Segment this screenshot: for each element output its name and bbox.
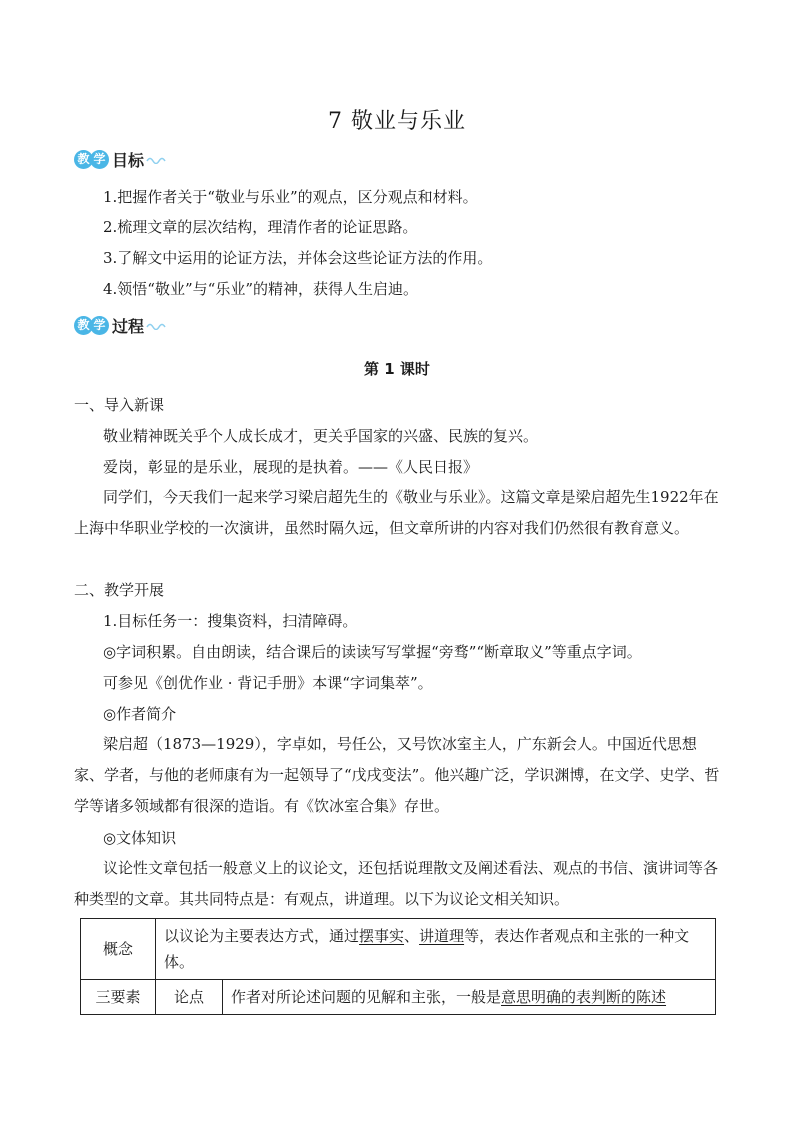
table-row: [81, 980, 716, 1015]
task-heading: 1.目标任务一：搜集资料，扫清障碍。: [103, 612, 358, 630]
badge-char: 教: [74, 316, 93, 335]
thesis-label: 论点: [156, 980, 223, 1015]
concept-label: 概念: [81, 919, 156, 980]
document-title: 7 敬业与乐业: [328, 109, 466, 134]
badge-char: 教: [74, 150, 93, 169]
goal-item: 1.把握作者关于“敬业与乐业”的观点，区分观点和材料。: [103, 188, 478, 206]
vocab-note: ◎字词积累。自由朗读，结合课后的读读写写掌握“旁骛”“断章取义”等重点字词。: [103, 643, 642, 661]
reference-note: 可参见《创优作业 · 背记手册》本课“字词集萃”。: [103, 674, 433, 692]
goals-badge: [74, 146, 168, 172]
concept-cell: 以议论为主要表达方式，通过摆事实、讲道理等，表达作者观点和主张的一种文体。: [156, 919, 716, 980]
process-badge: [74, 312, 168, 338]
intro-quote: 敬业精神既关乎个人成长成才，更关乎国家的兴盛、民族的复兴。: [103, 427, 539, 445]
wave-decoration-icon: [146, 154, 168, 164]
table-row: [81, 919, 716, 980]
argument-essay-table: [80, 918, 716, 1015]
genre-paragraph: 议论性文章包括一般意义上的议论文，还包括说理散文及阐述看法、观点的书信、演讲词等各种类型的文章。其共同特点是：有观点，讲道理。以下为议论文相关知识。: [74, 859, 719, 908]
intro-paragraph: 同学们，今天我们一起来学习梁启超先生的《敬业与乐业》。这篇文章是梁启超先生1922年在上海中华职业学校的一次演讲，虽然时隔久远，但文章所讲的内容对我们仍然很有教育意义。: [74, 488, 719, 537]
goal-item: 3.了解文中运用的论证方法，并体会这些论证方法的作用。: [103, 249, 493, 267]
goal-item: 2.梳理文章的层次结构，理清作者的论证思路。: [103, 218, 418, 236]
badge-char: 学: [90, 316, 109, 335]
badge-char: 学: [90, 150, 109, 169]
badge-word: 过程: [112, 316, 145, 336]
author-paragraph: 梁启超（1873—1929），字卓如，号任公，又号饮冰室主人，广东新会人。中国近代思想家、学者，与他的老师康有为一起领导了“戊戌变法”。他兴趣广泛，学识渊博，在文学、史学、哲学等诸多领域都有很深的造诣。有《饮冰室合集》存世。: [74, 735, 720, 815]
section-heading: 二、教学开展: [74, 581, 165, 599]
goal-item: 4.领悟“敬业”与“乐业”的精神，获得人生启迪。: [103, 280, 418, 298]
wave-decoration-icon: [146, 320, 168, 330]
intro-quote: 爱岗，彰显的是乐业，展现的是执着。——《人民日报》: [103, 458, 479, 476]
genre-heading: ◎文体知识: [103, 829, 177, 847]
three-elements-label: 三要素: [81, 980, 156, 1015]
thesis-cell: 作者对所论述问题的见解和主张，一般是意思明确的表判断的陈述: [223, 980, 716, 1015]
author-heading: ◎作者简介: [103, 705, 177, 723]
badge-word: 目标: [112, 150, 145, 170]
section-heading: 一、导入新课: [74, 396, 165, 414]
lesson-title: 第 1 课时: [364, 360, 430, 378]
